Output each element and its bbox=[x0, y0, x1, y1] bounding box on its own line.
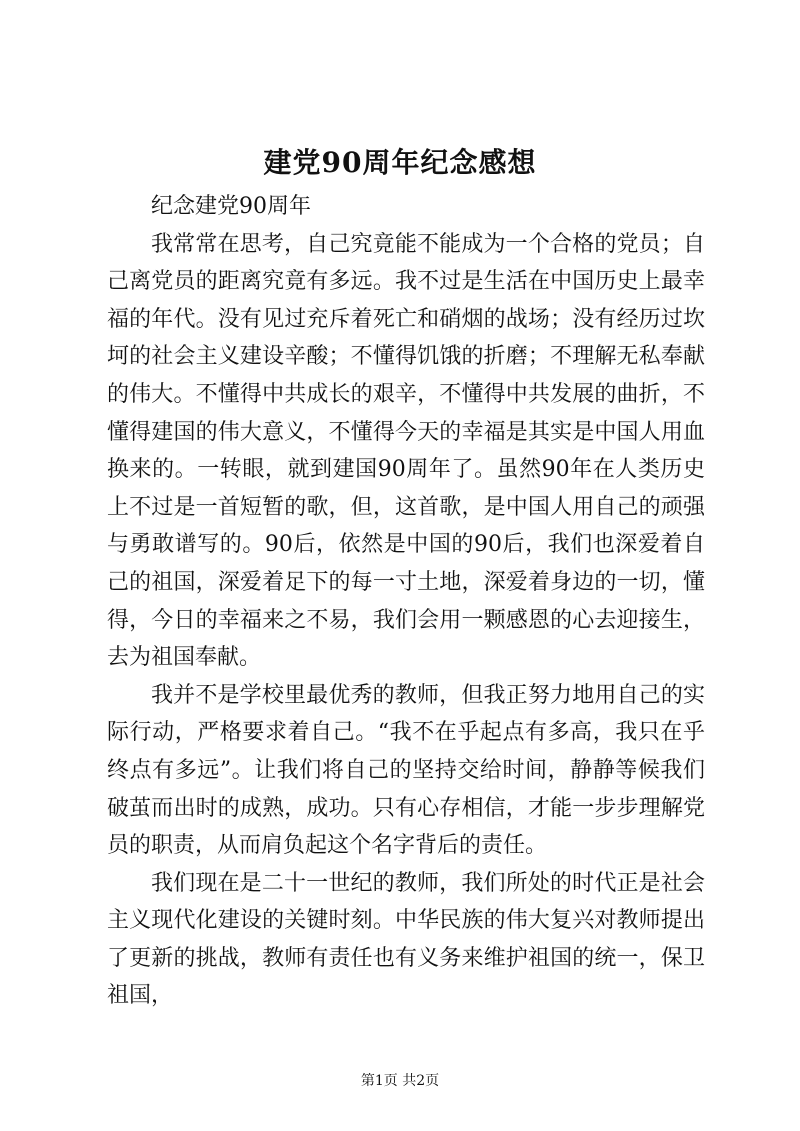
document-title: 建党90周年纪念感想 bbox=[263, 146, 537, 179]
paragraph: 纪念建党90周年 bbox=[151, 194, 311, 219]
paragraph: 我并不是学校里最优秀的教师，但我正努力地用自己的实际行动，严格要求着自己。“我不在乎起点有多高，我只在乎终点有多远”。让我们将自己的坚持交给时间，静静等候我们破茧而出时的成熟，成功。只有心存相信，才能一步步理解党员的职责，从而肩负起这个名字背后的责任。 bbox=[107, 682, 705, 859]
paragraph: 我常常在思考，自己究竟能不能成为一个合格的党员；自己离党员的距离究竟有多远。我不过是生活在中国历史上最幸福的年代。没有见过充斥着死亡和硝烟的战场；没有经历过坎坷的社会主义建设辛酸；不懂得饥饿的折磨；不理解无私奉献的伟大。不懂得中共成长的艰辛，不懂得中共发展的曲折，不懂得建国的伟大意义，不懂得今天的幸福是其实是中国人用血换来的。一转眼，就到建国90周年了。虽然90年在人类历史上不过是一首短暂的歌，但，这首歌，是中国人用自己的顽强与勇敢谱写的。90后，依然是中国的90后，我们也深爱着自己的祖国，深爱着足下的每一寸土地，深爱着身边的一切，懂得，今日的幸福来之不易，我们会用一颗感恩的心去迎接生，去为祖国奉献。 bbox=[107, 231, 705, 671]
page-number-footer: 第1页 共2页 bbox=[360, 1073, 440, 1089]
document-body bbox=[107, 188, 705, 1015]
paragraph: 我们现在是二十一世纪的教师，我们所处的时代正是社会主义现代化建设的关键时刻。中华民族的伟大复兴对教师提出了更新的挑战，教师有责任也有义务来维护祖国的统一，保卫祖国， bbox=[107, 870, 705, 1009]
